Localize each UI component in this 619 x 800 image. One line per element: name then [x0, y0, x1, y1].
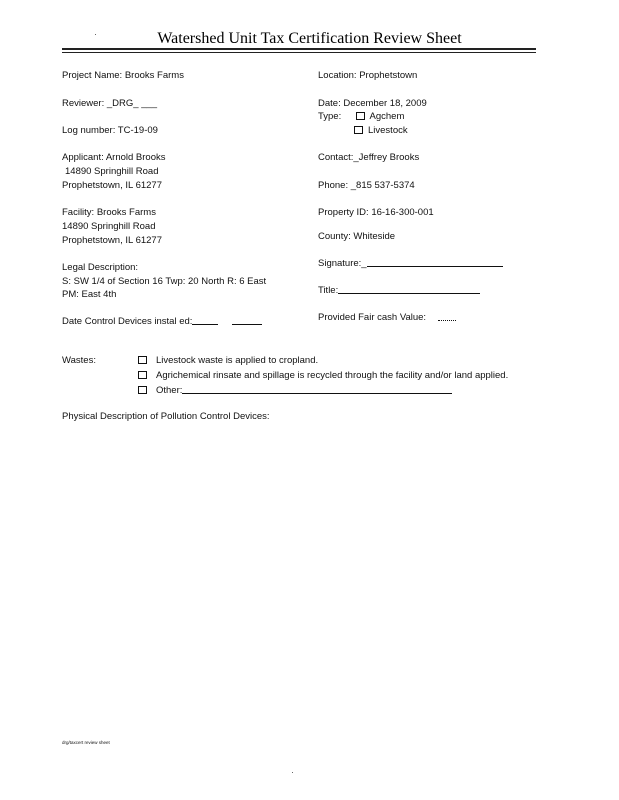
fair-cash-line[interactable] [438, 312, 456, 321]
legal-description-line1: S: SW 1/4 of Section 16 Twp: 20 North R: 6 East [62, 276, 267, 287]
page-title: Watershed Unit Tax Certification Review Sheet [157, 30, 462, 47]
title-rule-thin [62, 52, 536, 53]
waste-livestock-label: Livestock waste is applied to cropland. [156, 355, 319, 366]
livestock-checkbox[interactable] [354, 126, 363, 134]
title-rule-thick [62, 48, 536, 50]
agchem-checkbox[interactable] [356, 112, 365, 120]
scan-speck [292, 772, 293, 773]
waste-livestock-checkbox[interactable] [138, 356, 147, 364]
waste-option-livestock [138, 355, 318, 366]
project-name: Project Name: Brooks Farms [62, 70, 184, 81]
waste-option-other [138, 385, 452, 396]
phone: Phone: _815 537-5374 [318, 180, 415, 191]
footer-filename: drg/taxcert review sheet [62, 740, 110, 745]
legal-description-line2: PM: East 4th [62, 289, 117, 300]
facility-name: Facility: Brooks Farms [62, 207, 156, 218]
county: County: Whiteside [318, 231, 396, 242]
wastes-label: Wastes: [62, 355, 96, 366]
applicant-address: 14890 Springhill Road [65, 166, 159, 177]
waste-other-label: Other: [156, 385, 183, 396]
title-field [318, 285, 480, 296]
waste-other-line[interactable] [182, 385, 452, 394]
legal-description-label: Legal Description: [62, 262, 139, 273]
waste-option-agrichemical [138, 370, 508, 381]
log-number: Log number: TC-19-09 [62, 125, 158, 136]
agchem-label: Agchem [369, 111, 405, 122]
location: Location: Prophetstown [318, 70, 418, 81]
contact: Contact:_Jeffrey Brooks [318, 152, 420, 163]
livestock-label: Livestock [368, 125, 408, 136]
fair-cash-label: Provided Fair cash Value: [318, 312, 427, 323]
signature-label: Signature:_ [318, 258, 367, 269]
signature-field [318, 258, 503, 269]
title-label: Title: [318, 285, 339, 296]
type-label: Type: [318, 111, 342, 122]
physical-description-label: Physical Description of Pollution Control Devices: [62, 411, 270, 422]
applicant-name: Applicant: Arnold Brooks [62, 152, 166, 163]
property-id: Property ID: 16-16-300-001 [318, 207, 434, 218]
date-control-devices [62, 316, 262, 327]
type-livestock-row [354, 125, 408, 136]
reviewer: Reviewer: _DRG_ ___ [62, 98, 158, 109]
fair-cash-value-field [318, 312, 456, 323]
date-control-blank-2[interactable] [232, 316, 262, 325]
waste-agrichemical-label: Agrichemical rinsate and spillage is recycled through the facility and/or land applied. [156, 370, 509, 381]
signature-line[interactable] [367, 258, 503, 267]
facility-city: Prophetstown, IL 61277 [62, 235, 162, 246]
applicant-city: Prophetstown, IL 61277 [62, 180, 162, 191]
date-control-blank-1[interactable] [192, 316, 218, 325]
date: Date: December 18, 2009 [318, 98, 427, 109]
type-agchem-row [318, 111, 404, 122]
waste-agrichemical-checkbox[interactable] [138, 371, 147, 379]
waste-other-checkbox[interactable] [138, 386, 147, 394]
scan-speck [95, 34, 96, 35]
date-control-label: Date Control Devices instal ed: [62, 316, 193, 327]
title-line[interactable] [338, 285, 480, 294]
facility-address: 14890 Springhill Road [62, 221, 156, 232]
